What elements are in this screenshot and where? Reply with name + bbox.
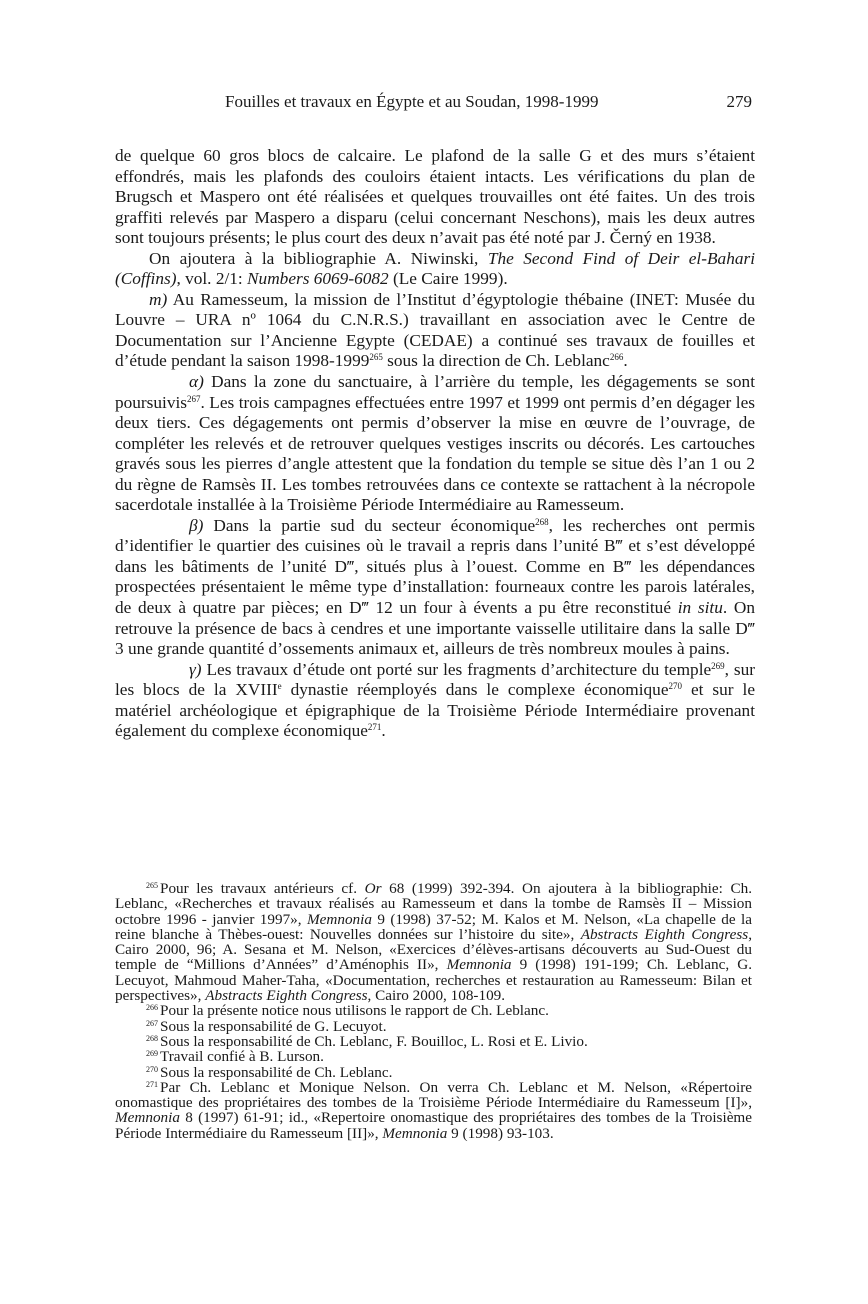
text: Par Ch. Leblanc et Monique Nelson. On verra Ch. Leblanc et M. Nelson, «Répertoire onomastique des propriétaires des tombes de la Troisième Période Intermédiaire du Ramesseum [I]», (115, 1078, 752, 1112)
text: 8 (1997) 61-91; id., «Repertoire onomastique des propriétaires des tombes de la Troisième Période Intermédiaire du Ramesseum [II]», (115, 1109, 752, 1142)
text: Travail confié à B. Lurson. (160, 1048, 324, 1066)
journal-title: Memnonia (306, 910, 372, 928)
section-marker: α) (189, 372, 204, 392)
text: . Les trois campagnes effectuées entre 1997 et 1999 ont permis d’en dégager les deux tiers. Ces dégagements ont permis d’observer la mise en œuvre de l’ouvrage, de compléter les relevés et de retrouver quelques vestiges inscrits ou décorés. Les cartouches gravés sous les pierres d’angle attestent que la fondation du temple se situe dès l’an 1 ou 2 du règne de Ramsès II. Les tombes retrouvées dans ce contexte se rattachent à la nécropole sacerdotale installée à la Troisième Période Intermédiaire au Ramesseum. (115, 392, 755, 515)
footnote-number: 265 (146, 881, 158, 890)
footnote-number: 269 (146, 1049, 158, 1059)
text: 9 (1998) 93-103. (447, 1124, 554, 1142)
footnote-ref[interactable]: 271 (367, 722, 382, 733)
page-number: 279 (726, 92, 752, 111)
text: Pour la présente notice nous utilisons le rapport de Ch. Leblanc. (160, 1002, 549, 1020)
body-text (115, 146, 755, 742)
text: Pour les travaux antérieurs cf. (160, 880, 365, 897)
text: , Cairo 2000, 96; A. Sesana et M. Nelson, «Exercices d’élèves-artisans découverts au Sud-Ouest du temple de “Millions d’Années” d’Aménophis II», (115, 925, 752, 974)
footnote-267 (115, 1019, 752, 1034)
journal-title: Memnonia (446, 956, 512, 974)
paragraph-gamma (115, 660, 755, 742)
paragraph-bibliography (115, 249, 755, 290)
text: , vol. 2/1: (176, 269, 248, 289)
superscript-e: e (277, 681, 282, 692)
text: Dans la zone du sanctuaire, à l’arrière du temple, les dégagements se sont poursuivis (115, 372, 755, 412)
journal-title: Abstracts Eighth Congress (205, 987, 368, 1005)
text: . On retrouve la présence de bacs à cendres et une importante vaisselle utilitaire dans la salle D‴ 3 une grande quantité d’ossements animaux et, ailleurs de très nombreux moules à pains. (115, 598, 755, 659)
text: Les travaux d’étude ont porté sur les fragments d’architecture du temple (201, 659, 712, 679)
footnote-ref[interactable]: 270 (668, 681, 682, 692)
footnote-number: 271 (146, 1079, 158, 1089)
text: Dans la partie sud du secteur économique (203, 515, 536, 535)
running-title: Fouilles et travaux en Égypte et au Soudan, 1998-1999 (225, 92, 599, 111)
footnote-265 (115, 881, 752, 1003)
text: , les recherches ont permis d’identifier le quartier des cuisines où le travail a repris dans l’unité B‴ et s’est développé dans les bâtiments de l’unité D‴, situés plus à l’ouest. Comme en B‴ les dépendances prospectées présentaient le même type d’installation: fourneaux contre les parois latérales, de deux à quatre par pièces; en D‴ 12 un four à évents a pu être reconstitué (115, 515, 755, 618)
text: 9 (1998) 37-52; M. Kalos et M. Nelson, «La chapelle de la reine blanche à Thèbes-ouest: Nouvelles données sur l’histoire du site», (115, 910, 752, 943)
text: Au Ramesseum, la mission de l’Institut d’égyptologie thébaine (INET: Musée du Louvre – URA nº 1064 du C.N.R.S.) travaillant en association avec le Centre de Documentation sur l’Ancienne Egypte (CEDAE) a continué ses travaux de fouilles et d’étude pendant la saison 1998-1999 (115, 289, 755, 371)
latin-phrase: in situ (677, 598, 723, 618)
text: Sous la responsabilité de G. Lecuyot. (160, 1017, 387, 1035)
text: Sous la responsabilité de Ch. Leblanc. (160, 1063, 393, 1081)
text: , Cairo 2000, 108-109. (367, 987, 506, 1005)
text: et sur le matériel archéologique et épigraphique de la Troisième Période Intermédiaire provenant également du complexe économique (115, 680, 755, 741)
book-title: The Second Find of Deir el-Bahari (Coffins) (115, 248, 755, 289)
paragraph-beta (115, 516, 755, 660)
text: 68 (1999) 392-394. On ajoutera à la bibliographie: Ch. Leblanc, «Recherches et travaux réalisés au Ramesseum et dans la tombe de Ramsès II – Mission octobre 1996 - janvier 1997», (115, 880, 752, 928)
section-marker: m) (149, 289, 168, 309)
text: sous la direction de Ch. Leblanc (382, 351, 610, 371)
section-marker: β) (189, 515, 204, 535)
text: , sur les blocs de la XVIII (115, 659, 755, 700)
text: . (381, 721, 386, 741)
footnotes (115, 881, 752, 1141)
footnote-266 (115, 1003, 752, 1018)
paragraph-alpha (115, 372, 755, 516)
footnote-number: 270 (146, 1064, 158, 1074)
series-title: Numbers 6069-6082 (247, 269, 389, 289)
footnote-ref[interactable]: 267 (187, 393, 201, 404)
journal-title: Or (364, 880, 382, 897)
text: Sous la responsabilité de Ch. Leblanc, F. Bouilloc, L. Rosi et E. Livio. (160, 1032, 588, 1050)
journal-title: Memnonia (115, 1109, 180, 1127)
footnote-ref[interactable]: 265 (369, 352, 383, 363)
text: . (623, 351, 628, 371)
footnote-ref[interactable]: 266 (609, 352, 624, 363)
text: (Le Caire 1999). (388, 269, 508, 289)
footnote-number: 266 (146, 1003, 158, 1013)
paragraph-1: de quelque 60 gros blocs de calcaire. Le plafond de la salle G et des murs s’étaient effondrés, mais les plafonds des couloirs étaient intacts. Les vérifications du plan de Brugsch et Maspero ont été réalisées et quelques trouvailles ont été faites. Un des trois graffiti relevés par Maspero a disparu (celui concernant Neschons), mais les deux autres sont toujours présents; le plus court des deux n’avait pas été noté par J. Černý en 1938. (115, 146, 755, 248)
footnote-269 (115, 1049, 752, 1064)
journal-title: Memnonia (382, 1124, 448, 1142)
text: dynastie réemployés dans le complexe économique (281, 680, 669, 700)
text: 9 (1998) 191-199; Ch. Leblanc, G. Lecuyot, Mahmoud Maher-Taha, «Documentation, recherches et restauration au Ramesseum: Bilan et perspectives», (115, 956, 752, 1005)
text: On ajoutera à la bibliographie A. Niwinski, (149, 248, 488, 268)
paragraph-ramesseum (115, 290, 755, 372)
footnote-270 (115, 1065, 752, 1080)
footnote-number: 267 (146, 1018, 158, 1028)
footnote-number: 268 (146, 1033, 158, 1043)
footnote-ref[interactable]: 268 (535, 516, 549, 527)
footnote-268 (115, 1034, 752, 1049)
section-marker: γ) (189, 659, 202, 679)
footnote-ref[interactable]: 269 (711, 660, 725, 671)
journal-title: Abstracts Eighth Congress (580, 925, 749, 943)
footnote-271 (115, 1080, 752, 1141)
